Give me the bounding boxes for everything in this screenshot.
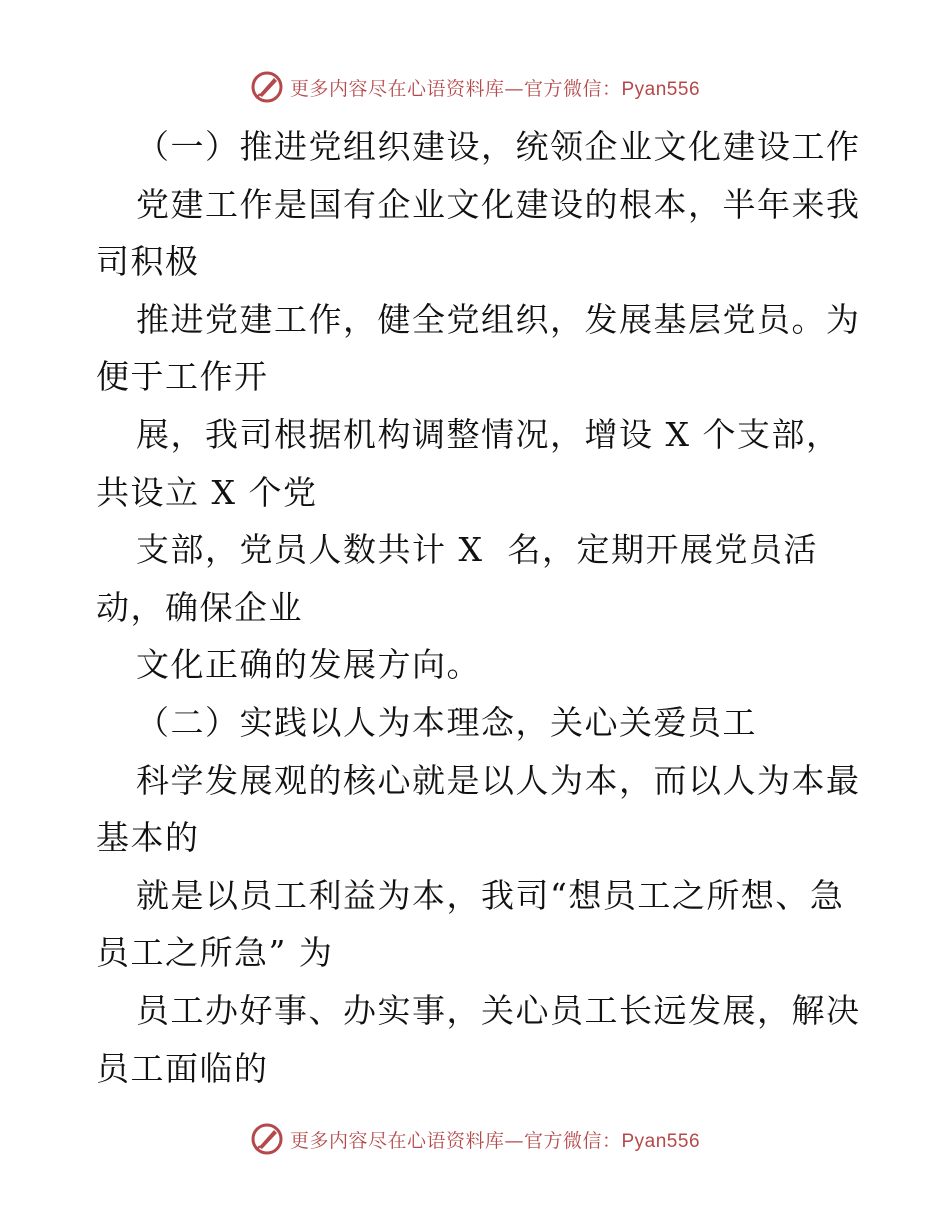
paragraph-line: 党建工作是国有企业文化建设的根本，半年来我: [136, 184, 861, 224]
paragraph-line: 员工面临的: [96, 1048, 269, 1088]
paragraph-line: 基本的: [96, 818, 200, 858]
footer-banner-text-cn: 更多内容尽在心语资料库—官方微信：: [289, 1129, 622, 1152]
document-body: [96, 118, 861, 1097]
paragraph-line: 科学发展观的核心就是以人为本，而以人为本最: [136, 760, 861, 800]
quill-logo-icon: [250, 1122, 284, 1156]
paragraph-line: 动，确保企业: [96, 587, 303, 627]
paragraph-line: 支部，党员人数共计 X 名，定期开展党员活: [136, 530, 818, 570]
paragraph-line: 推进党建工作，健全党组织，发展基层党员。为: [136, 299, 861, 339]
paragraph-line: 便于工作开: [96, 357, 269, 397]
header-banner-text: [290, 74, 700, 101]
paragraph-line: 文化正确的发展方向。: [136, 645, 481, 685]
header-banner-wechat-id: Pyan556: [621, 78, 701, 100]
paragraph-line: 员工办好事、办实事，关心员工长远发展，解决: [136, 990, 861, 1030]
paragraph-line: 展，我司根据机构调整情况，增设 X 个支部，: [136, 414, 841, 454]
paragraph-line: 就是以员工利益为本，我司“想员工之所想、急: [136, 875, 845, 915]
header-banner: [0, 70, 950, 104]
paragraph-line: 司积极: [96, 242, 200, 282]
quill-logo-icon: [250, 70, 284, 104]
paragraph-line: 员工之所急” 为: [96, 933, 334, 973]
footer-banner-text: [290, 1126, 700, 1153]
heading-section-2: （二）实践以人为本理念，关心关爱员工: [136, 702, 757, 742]
footer-banner: [0, 1122, 950, 1156]
heading-section-1: （一）推进党组织建设，统领企业文化建设工作: [136, 127, 861, 166]
paragraph-line: 共设立 X 个党: [96, 472, 318, 512]
footer-banner-wechat-id: Pyan556: [621, 1130, 701, 1152]
header-banner-text-cn: 更多内容尽在心语资料库—官方微信：: [289, 77, 622, 100]
